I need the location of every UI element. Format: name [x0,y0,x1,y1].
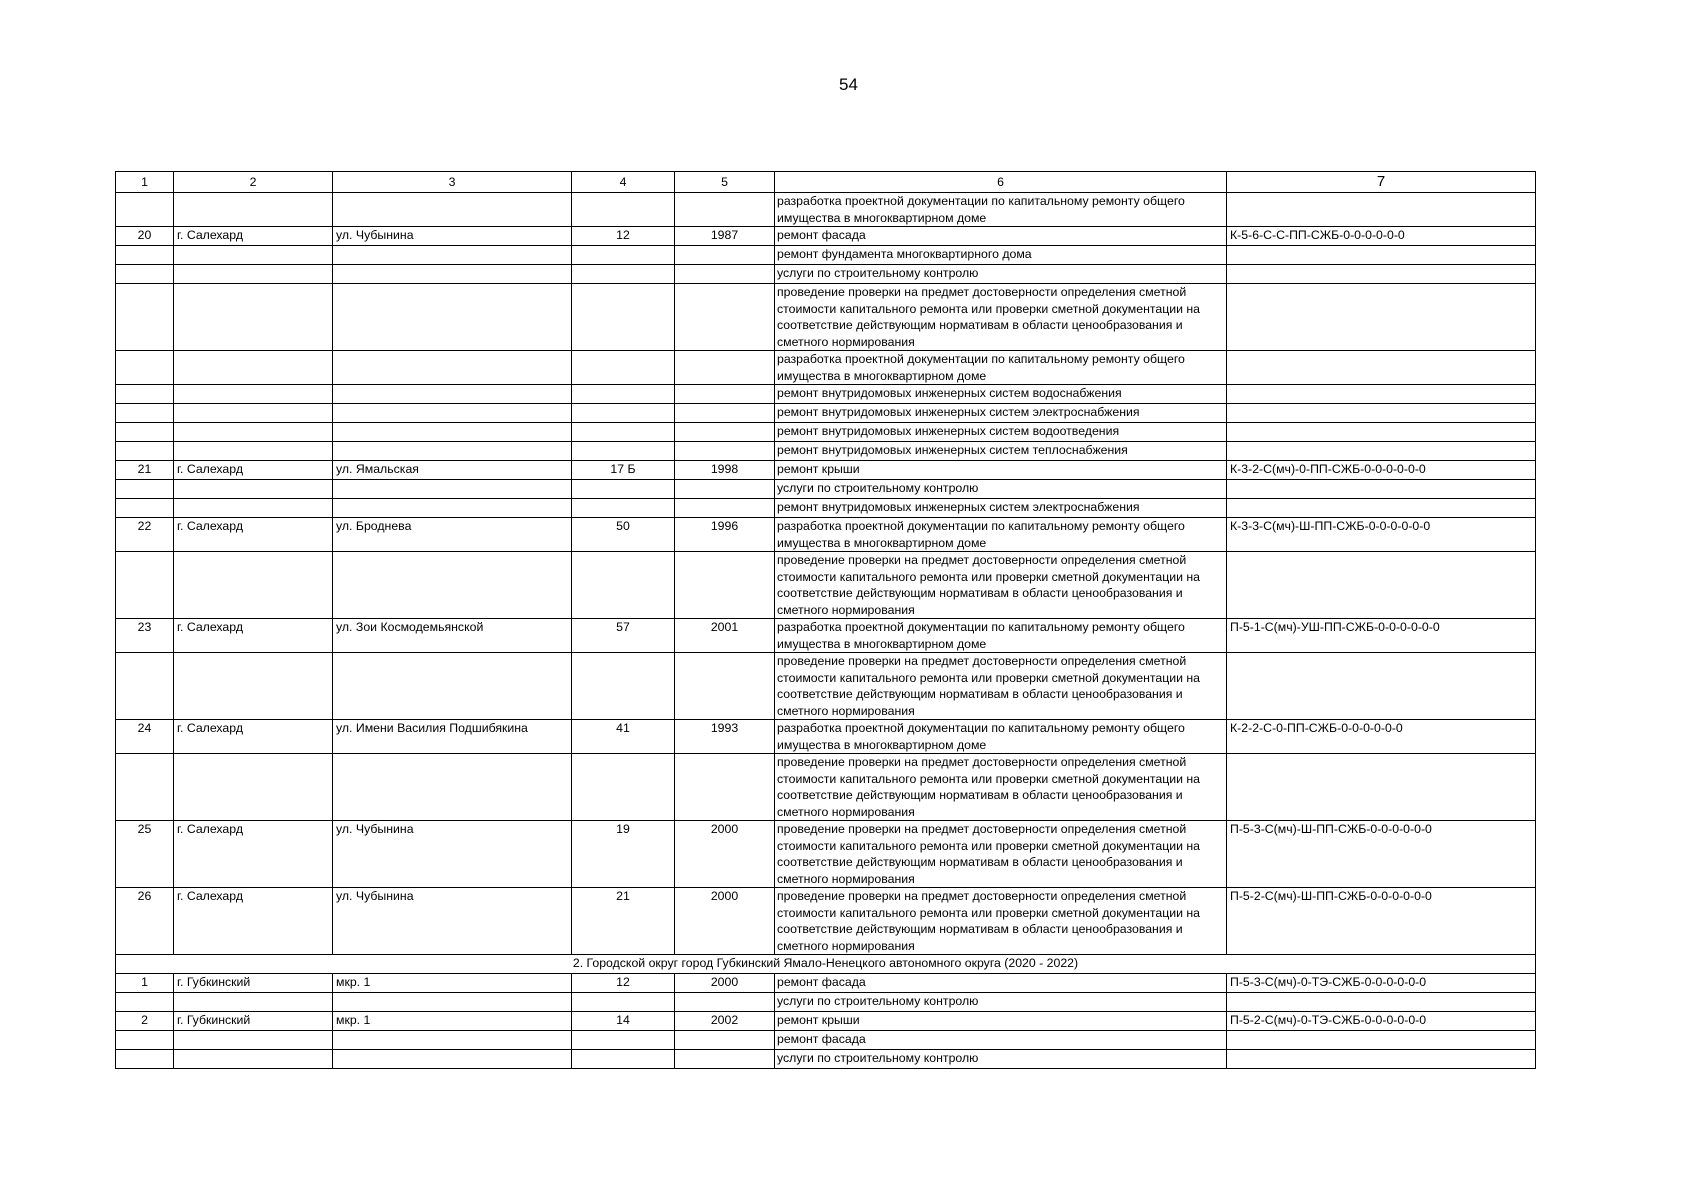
work-type-cell: проведение проверки на предмет достоверности определения сметной стоимости капитального ремонта или проверки сметной документации на соответствие действующим нормативам в области ценообразования и сметного нормирования [775,821,1227,888]
house-number-cell [572,1050,675,1069]
house-number-cell [572,552,675,619]
section-title: 2. Городской округ город Губкинский Ямало-Ненецкого автономного округа (2020 - 2022) [116,955,1536,974]
row-number-cell [116,1050,174,1069]
work-type-cell: ремонт фасада [775,227,1227,246]
table-row [116,993,1536,1012]
row-number-cell [116,265,174,284]
table-row [116,1012,1536,1031]
street-cell [333,653,572,720]
house-number-cell [572,385,675,404]
house-number-cell: 19 [572,821,675,888]
house-number-cell [572,993,675,1012]
street-cell: ул. Чубынина [333,821,572,888]
table-row [116,821,1536,888]
building-code-cell [1227,351,1536,385]
row-number-cell: 1 [116,974,174,993]
building-code-cell: К-3-2-С(мч)-0-ПП-СЖБ-0-0-0-0-0-0 [1227,461,1536,480]
city-cell: г. Губкинский [174,974,333,993]
column-header: 2 [174,172,333,193]
column-header: 5 [675,172,775,193]
column-header: 1 [116,172,174,193]
house-number-cell [572,1031,675,1050]
house-number-cell [572,442,675,461]
row-number-cell [116,423,174,442]
row-number-cell [116,246,174,265]
row-number-cell: 21 [116,461,174,480]
work-type-cell: ремонт фундамента многоквартирного дома [775,246,1227,265]
table-row [116,351,1536,385]
street-cell [333,385,572,404]
work-type-cell: ремонт внутридомовых инженерных систем электроснабжения [775,499,1227,518]
table-row [116,1050,1536,1069]
city-cell [174,423,333,442]
city-cell [174,499,333,518]
work-type-cell: услуги по строительному контролю [775,1050,1227,1069]
table-row [116,653,1536,720]
city-cell [174,404,333,423]
city-cell [174,265,333,284]
house-number-cell: 50 [572,518,675,552]
street-cell [333,499,572,518]
building-code-cell [1227,754,1536,821]
page-number: 54 [839,75,858,94]
city-cell [174,351,333,385]
work-type-cell: разработка проектной документации по капитальному ремонту общего имущества в многоквартирном доме [775,720,1227,754]
house-number-cell: 41 [572,720,675,754]
year-cell: 1996 [675,518,775,552]
table-body [116,172,1536,1069]
work-type-cell: ремонт внутридомовых инженерных систем водоснабжения [775,385,1227,404]
building-code-cell [1227,246,1536,265]
year-cell [675,442,775,461]
year-cell [675,265,775,284]
table-row [116,423,1536,442]
column-header: 6 [775,172,1227,193]
building-code-cell: П-5-2-С(мч)-0-ТЭ-СЖБ-0-0-0-0-0-0 [1227,1012,1536,1031]
street-cell [333,404,572,423]
table-row [116,619,1536,653]
city-cell: г. Салехард [174,461,333,480]
building-code-cell [1227,385,1536,404]
table-row [116,284,1536,351]
row-number-cell: 23 [116,619,174,653]
year-cell [675,351,775,385]
street-cell: ул. Чубынина [333,888,572,955]
street-cell [333,552,572,619]
year-cell [675,385,775,404]
house-number-cell [572,423,675,442]
table-row [116,974,1536,993]
house-number-cell: 21 [572,888,675,955]
street-cell [333,442,572,461]
year-cell [675,754,775,821]
building-code-cell [1227,1031,1536,1050]
year-cell: 2000 [675,974,775,993]
work-type-cell: проведение проверки на предмет достоверности определения сметной стоимости капитального ремонта или проверки сметной документации на соответствие действующим нормативам в области ценообразования и сметного нормирования [775,754,1227,821]
street-cell [333,423,572,442]
house-number-cell [572,499,675,518]
building-code-cell: К-5-6-С-С-ПП-СЖБ-0-0-0-0-0-0 [1227,227,1536,246]
street-cell [333,754,572,821]
row-number-cell: 25 [116,821,174,888]
street-cell: ул. Зои Космодемьянской [333,619,572,653]
city-cell [174,993,333,1012]
city-cell [174,480,333,499]
street-cell: ул. Имени Василия Подшибякина [333,720,572,754]
year-cell: 2000 [675,888,775,955]
column-header: 7 [1227,172,1536,193]
city-cell: г. Губкинский [174,1012,333,1031]
street-cell: мкр. 1 [333,974,572,993]
year-cell: 2001 [675,619,775,653]
city-cell [174,193,333,227]
row-number-cell [116,284,174,351]
year-cell [675,552,775,619]
year-cell [675,480,775,499]
row-number-cell [116,193,174,227]
city-cell: г. Салехард [174,619,333,653]
street-cell: ул. Чубынина [333,227,572,246]
section-header-row [116,955,1536,974]
house-number-cell [572,754,675,821]
row-number-cell [116,499,174,518]
house-number-cell [572,653,675,720]
row-number-cell: 24 [116,720,174,754]
column-header: 3 [333,172,572,193]
row-number-cell: 20 [116,227,174,246]
street-cell [333,1031,572,1050]
table-row [116,480,1536,499]
house-number-cell: 12 [572,974,675,993]
table-row [116,227,1536,246]
street-cell [333,480,572,499]
table-row [116,193,1536,227]
table-row [116,404,1536,423]
city-cell [174,284,333,351]
street-cell [333,993,572,1012]
city-cell [174,754,333,821]
column-header: 4 [572,172,675,193]
table-row [116,265,1536,284]
building-code-cell [1227,653,1536,720]
street-cell [333,246,572,265]
building-code-cell [1227,1050,1536,1069]
city-cell: г. Салехард [174,720,333,754]
work-type-cell: услуги по строительному контролю [775,265,1227,284]
table-row [116,888,1536,955]
building-code-cell [1227,193,1536,227]
work-type-cell: проведение проверки на предмет достоверности определения сметной стоимости капитального ремонта или проверки сметной документации на соответствие действующим нормативам в области ценообразования и сметного нормирования [775,284,1227,351]
table-row [116,552,1536,619]
year-cell [675,193,775,227]
building-code-cell [1227,284,1536,351]
year-cell [675,1031,775,1050]
row-number-cell [116,404,174,423]
house-number-cell [572,480,675,499]
work-type-cell: ремонт крыши [775,461,1227,480]
year-cell: 1987 [675,227,775,246]
building-code-cell [1227,480,1536,499]
building-code-cell: П-5-3-С(мч)-0-ТЭ-СЖБ-0-0-0-0-0-0 [1227,974,1536,993]
work-type-cell: ремонт внутридомовых инженерных систем водоотведения [775,423,1227,442]
work-type-cell: проведение проверки на предмет достоверности определения сметной стоимости капитального ремонта или проверки сметной документации на соответствие действующим нормативам в области ценообразования и сметного нормирования [775,888,1227,955]
city-cell [174,1031,333,1050]
year-cell [675,653,775,720]
year-cell [675,993,775,1012]
row-number-cell [116,754,174,821]
table-row [116,385,1536,404]
work-type-cell: ремонт фасада [775,974,1227,993]
building-code-cell: П-5-1-С(мч)-УШ-ПП-СЖБ-0-0-0-0-0-0 [1227,619,1536,653]
work-type-cell: проведение проверки на предмет достоверности определения сметной стоимости капитального ремонта или проверки сметной документации на соответствие действующим нормативам в области ценообразования и сметного нормирования [775,552,1227,619]
building-code-cell [1227,442,1536,461]
house-number-cell: 12 [572,227,675,246]
building-code-cell [1227,265,1536,284]
row-number-cell: 22 [116,518,174,552]
table-row [116,754,1536,821]
street-cell [333,1050,572,1069]
table-row [116,442,1536,461]
work-type-cell: разработка проектной документации по капитальному ремонту общего имущества в многоквартирном доме [775,619,1227,653]
work-type-cell: разработка проектной документации по капитальному ремонту общего имущества в многоквартирном доме [775,518,1227,552]
year-cell: 1993 [675,720,775,754]
building-code-cell [1227,499,1536,518]
row-number-cell [116,351,174,385]
table-row [116,246,1536,265]
building-code-cell: П-5-2-С(мч)-Ш-ПП-СЖБ-0-0-0-0-0-0 [1227,888,1536,955]
work-type-cell: разработка проектной документации по капитальному ремонту общего имущества в многоквартирном доме [775,193,1227,227]
building-code-cell: П-5-3-С(мч)-Ш-ПП-СЖБ-0-0-0-0-0-0 [1227,821,1536,888]
row-number-cell [116,993,174,1012]
year-cell [675,284,775,351]
street-cell: ул. Броднева [333,518,572,552]
street-cell [333,193,572,227]
house-number-cell [572,404,675,423]
year-cell: 2000 [675,821,775,888]
building-code-cell [1227,993,1536,1012]
city-cell: г. Салехард [174,821,333,888]
building-code-cell [1227,552,1536,619]
house-number-cell [572,193,675,227]
city-cell: г. Салехард [174,227,333,246]
row-number-cell [116,653,174,720]
year-cell [675,499,775,518]
row-number-cell [116,552,174,619]
row-number-cell [116,385,174,404]
work-type-cell: ремонт внутридомовых инженерных систем электроснабжения [775,404,1227,423]
house-number-cell [572,351,675,385]
year-cell [675,246,775,265]
table-row [116,499,1536,518]
table-row [116,1031,1536,1050]
street-cell [333,351,572,385]
year-cell [675,1050,775,1069]
table-row [116,461,1536,480]
building-code-cell: К-2-2-С-0-ПП-СЖБ-0-0-0-0-0-0 [1227,720,1536,754]
work-type-cell: ремонт крыши [775,1012,1227,1031]
house-number-cell [572,284,675,351]
house-number-cell [572,265,675,284]
work-type-cell: ремонт фасада [775,1031,1227,1050]
work-type-cell: разработка проектной документации по капитальному ремонту общего имущества в многоквартирном доме [775,351,1227,385]
house-number-cell: 57 [572,619,675,653]
table-row [116,720,1536,754]
year-cell: 2002 [675,1012,775,1031]
street-cell [333,284,572,351]
city-cell [174,1050,333,1069]
row-number-cell [116,480,174,499]
table-header-row [116,172,1536,193]
house-number-cell: 17 Б [572,461,675,480]
year-cell [675,404,775,423]
city-cell: г. Салехард [174,518,333,552]
city-cell [174,552,333,619]
street-cell: мкр. 1 [333,1012,572,1031]
row-number-cell: 26 [116,888,174,955]
house-number-cell [572,246,675,265]
table-row [116,518,1536,552]
house-number-cell: 14 [572,1012,675,1031]
row-number-cell: 2 [116,1012,174,1031]
building-code-cell [1227,423,1536,442]
row-number-cell [116,442,174,461]
year-cell [675,423,775,442]
city-cell [174,246,333,265]
work-type-cell: услуги по строительному контролю [775,993,1227,1012]
building-code-cell [1227,404,1536,423]
street-cell: ул. Ямальская [333,461,572,480]
city-cell [174,442,333,461]
work-type-cell: ремонт внутридомовых инженерных систем теплоснабжения [775,442,1227,461]
city-cell [174,385,333,404]
repair-registry-table [115,171,1536,1069]
work-type-cell: услуги по строительному контролю [775,480,1227,499]
year-cell: 1998 [675,461,775,480]
building-code-cell: К-3-3-С(мч)-Ш-ПП-СЖБ-0-0-0-0-0-0 [1227,518,1536,552]
row-number-cell [116,1031,174,1050]
street-cell [333,265,572,284]
city-cell [174,653,333,720]
work-type-cell: проведение проверки на предмет достоверности определения сметной стоимости капитального ремонта или проверки сметной документации на соответствие действующим нормативам в области ценообразования и сметного нормирования [775,653,1227,720]
city-cell: г. Салехард [174,888,333,955]
